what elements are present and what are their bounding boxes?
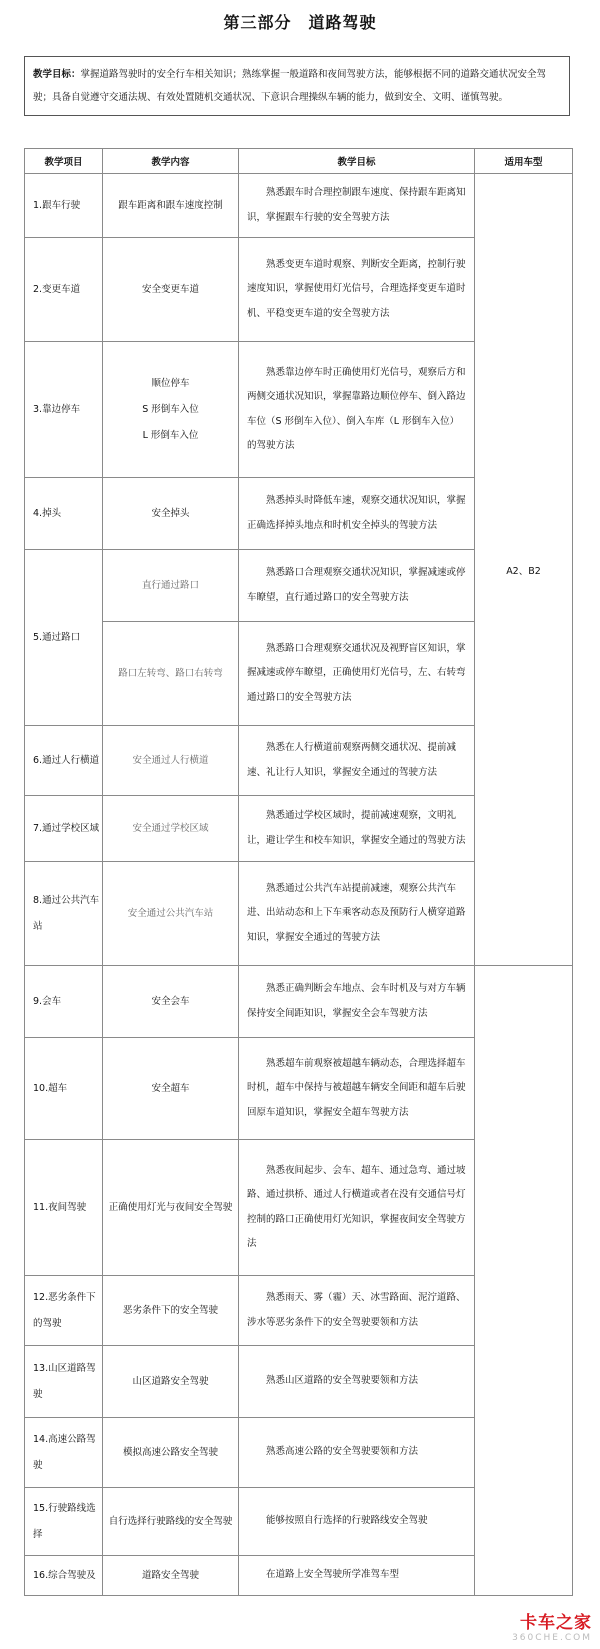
table-header-row <box>25 149 573 174</box>
teaching-goal-label: 教学目标： <box>33 69 81 80</box>
vehicle-type-cell-empty <box>475 966 573 1596</box>
row-target: 熟悉路口合理观察交通状况知识，掌握减速或停车瞭望，直行通过路口的安全驾驶方法 <box>239 550 475 622</box>
row-item: 5.通过路口 <box>25 550 103 726</box>
row-target: 熟悉靠边停车时正确使用灯光信号，观察后方和两侧交通状况知识，掌握靠路边顺位停车、倒入路边车位（S 形倒车入位）、倒入车库（L 形倒车入位）的驾驶方法 <box>239 342 475 478</box>
row-content: 跟车距离和跟车速度控制 <box>103 174 239 238</box>
watermark-logo <box>512 1608 592 1643</box>
row-target: 熟悉路口合理观察交通状况及视野盲区知识，掌握减速或停车瞭望，正确使用灯光信号，左、右转弯通过路口的安全驾驶方法 <box>239 622 475 726</box>
row-content: 山区道路安全驾驶 <box>103 1346 239 1418</box>
row-item: 12.恶劣条件下的驾驶 <box>25 1276 103 1346</box>
row-content: 道路安全驾驶 <box>103 1556 239 1596</box>
row-target: 熟悉夜间起步、会车、超车、通过急弯、通过坡路、通过拱桥、通过人行横道或者在没有交通信号灯控制的路口正确使用灯光知识，掌握夜间安全驾驶方法 <box>239 1140 475 1276</box>
row-content: 自行选择行驶路线的安全驾驶 <box>103 1488 239 1556</box>
row-target: 熟悉通过学校区域时，提前减速观察，文明礼让，避让学生和校车知识，掌握安全通过的驾驶方法 <box>239 796 475 862</box>
row-target: 熟悉变更车道时观察、判断安全距离，控制行驶速度知识，掌握使用灯光信号，合理选择变更车道时机、平稳变更车道的安全驾驶方法 <box>239 238 475 342</box>
row-content: 正确使用灯光与夜间安全驾驶 <box>103 1140 239 1276</box>
row-item: 3.靠边停车 <box>25 342 103 478</box>
row-target: 熟悉雨天、雾（霾）天、冰雪路面、泥泞道路、涉水等恶劣条件下的安全驾驶要领和方法 <box>239 1276 475 1346</box>
row-target: 熟悉正确判断会车地点、会车时机及与对方车辆保持安全间距知识，掌握安全会车驾驶方法 <box>239 966 475 1038</box>
row-content: 直行通过路口 <box>103 550 239 622</box>
row-item: 11.夜间驾驶 <box>25 1140 103 1276</box>
row-target: 熟悉通过公共汽车站提前减速，观察公共汽车进、出站动态和上下车乘客动态及预防行人横穿道路知识，掌握安全通过的驾驶方法 <box>239 862 475 966</box>
row-content: 安全通过公共汽车站 <box>103 862 239 966</box>
row-target: 熟悉在人行横道前观察两侧交通状况、提前减速、礼让行人知识，掌握安全通过的驾驶方法 <box>239 726 475 796</box>
row-content: 安全超车 <box>103 1038 239 1140</box>
row-target: 熟悉山区道路的安全驾驶要领和方法 <box>239 1346 475 1418</box>
row-content: 安全会车 <box>103 966 239 1038</box>
header-item: 教学项目 <box>25 149 103 174</box>
row-target: 熟悉掉头时降低车速，观察交通状况知识，掌握正确选择掉头地点和时机安全掉头的驾驶方法 <box>239 478 475 550</box>
row-target: 熟悉高速公路的安全驾驶要领和方法 <box>239 1418 475 1488</box>
row-item: 8.通过公共汽车站 <box>25 862 103 966</box>
row-content: 安全变更车道 <box>103 238 239 342</box>
row-item: 4.掉头 <box>25 478 103 550</box>
row-item: 10.超车 <box>25 1038 103 1140</box>
row-item: 15.行驶路线选择 <box>25 1488 103 1556</box>
row-content <box>103 342 239 478</box>
row-item: 1.跟车行驶 <box>25 174 103 238</box>
watermark-main: 卡车之家 <box>520 1613 592 1633</box>
curriculum-table <box>24 148 573 1596</box>
row-item: 9.会车 <box>25 966 103 1038</box>
header-vehicle: 适用车型 <box>475 149 573 174</box>
row-content: 路口左转弯、路口右转弯 <box>103 622 239 726</box>
teaching-goal-text: 掌握道路驾驶时的安全行车相关知识；熟练掌握一般道路和夜间驾驶方法，能够根据不同的道路交通状况安全驾驶；具备自觉遵守交通法规、有效处置随机交通状况、下意识合理操纵车辆的能力，做到安全、文明、谨慎驾驶。 <box>33 69 547 103</box>
content-line: 顺位停车 <box>151 377 190 389</box>
row-item: 16.综合驾驶及 <box>25 1556 103 1596</box>
table-row <box>25 174 573 238</box>
row-content: 安全通过人行横道 <box>103 726 239 796</box>
row-target: 熟悉超车前观察被超越车辆动态，合理选择超车时机，超车中保持与被超越车辆安全间距和超车后驶回原车道知识，掌握安全超车驾驶方法 <box>239 1038 475 1140</box>
row-item: 7.通过学校区域 <box>25 796 103 862</box>
row-content: 模拟高速公路安全驾驶 <box>103 1418 239 1488</box>
row-content: 恶劣条件下的安全驾驶 <box>103 1276 239 1346</box>
row-target: 能够按照自行选择的行驶路线安全驾驶 <box>239 1488 475 1556</box>
vehicle-type-cell: A2、B2 <box>475 174 573 966</box>
table-row <box>25 966 573 1038</box>
row-item: 14.高速公路驾驶 <box>25 1418 103 1488</box>
row-item: 2.变更车道 <box>25 238 103 342</box>
teaching-goal-box <box>24 56 570 116</box>
row-content: 安全掉头 <box>103 478 239 550</box>
content-line: S 形倒车入位 <box>142 403 199 415</box>
row-content: 安全通过学校区域 <box>103 796 239 862</box>
page-title: 第三部分 道路驾驶 <box>223 13 377 32</box>
header-content: 教学内容 <box>103 149 239 174</box>
row-target: 熟悉跟车时合理控制跟车速度、保持跟车距离知识，掌握跟车行驶的安全驾驶方法 <box>239 174 475 238</box>
row-target: 在道路上安全驾驶所学准驾车型 <box>239 1556 475 1596</box>
content-line: L 形倒车入位 <box>142 429 199 441</box>
row-item: 13.山区道路驾驶 <box>25 1346 103 1418</box>
header-target: 教学目标 <box>239 149 475 174</box>
row-item: 6.通过人行横道 <box>25 726 103 796</box>
watermark-sub: 360CHE.COM <box>512 1633 592 1643</box>
